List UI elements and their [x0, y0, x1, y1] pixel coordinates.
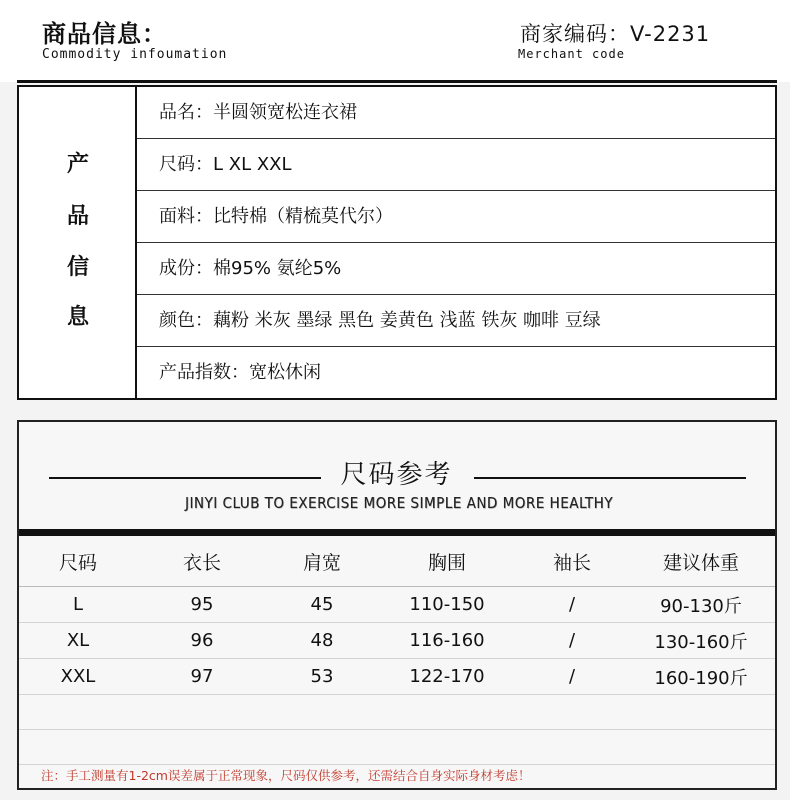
info-value: 藕粉 米灰 墨绿 黑色 姜黄色 浅蓝 铁灰 咖啡 豆绿	[213, 310, 601, 331]
table-cell: /	[517, 587, 627, 623]
table-row	[19, 659, 775, 695]
header-divider	[17, 80, 777, 83]
info-label: 颜色：	[159, 310, 213, 331]
info-row-name	[137, 87, 775, 139]
info-label: 成份：	[159, 258, 213, 279]
header-shoulder: 肩宽	[267, 536, 377, 587]
size-chart-slogan: JINYI CLUB TO EXERCISE MORE SIMPLE AND MORE HEALTHY	[184, 494, 614, 512]
side-char: 产	[66, 152, 89, 177]
info-value: L XL XXL	[213, 154, 292, 175]
table-cell: 53	[267, 659, 377, 695]
header-weight: 建议体重	[627, 536, 775, 587]
size-chart	[17, 420, 777, 790]
product-info-subtitle: Commodity infoumation	[42, 47, 228, 62]
table-cell: 130-160斤	[627, 623, 775, 659]
title-rule-right	[474, 477, 746, 479]
info-value: 棉95% 氨纶5%	[213, 258, 342, 279]
table-cell: 48	[267, 623, 377, 659]
merchant-code: 商家编码：V-2231	[520, 22, 711, 46]
table-cell: XL	[19, 623, 137, 659]
table-cell: L	[19, 587, 137, 623]
info-value: 比特棉（精梳莫代尔）	[213, 206, 393, 227]
table-cell: /	[517, 623, 627, 659]
size-chart-divider	[19, 529, 775, 536]
size-table-header	[19, 536, 775, 587]
size-chart-title: 尺码参考	[340, 460, 453, 490]
table-cell: 96	[137, 623, 267, 659]
table-cell: 97	[137, 659, 267, 695]
product-info-table	[17, 85, 777, 400]
table-cell: 110-150	[377, 587, 517, 623]
product-info-rows	[137, 87, 775, 398]
info-row-colors	[137, 295, 775, 347]
info-value: 宽松休闲	[249, 362, 321, 383]
measurement-note: 注：手工测量有1-2cm误差属于正常现象，尺码仅供参考，还需结合自身实际身材考虑！	[41, 768, 531, 783]
info-row-fabric	[137, 191, 775, 243]
title-rule-left	[49, 477, 321, 479]
table-cell: 122-170	[377, 659, 517, 695]
table-row-empty	[19, 695, 775, 730]
table-cell: 116-160	[377, 623, 517, 659]
table-cell: /	[517, 659, 627, 695]
info-value: 半圆领宽松连衣裙	[213, 102, 357, 123]
info-row-composition	[137, 243, 775, 295]
merchant-code-label: Merchant code	[518, 47, 625, 61]
side-char: 品	[66, 204, 89, 229]
table-cell: 45	[267, 587, 377, 623]
header-bust: 胸围	[377, 536, 517, 587]
table-row	[19, 587, 775, 623]
info-label: 产品指数：	[159, 362, 249, 383]
table-row-empty	[19, 730, 775, 765]
info-label: 尺码：	[159, 154, 213, 175]
info-row-size	[137, 139, 775, 191]
header-size: 尺码	[19, 536, 137, 587]
size-table	[19, 536, 775, 765]
table-cell: 160-190斤	[627, 659, 775, 695]
info-label: 面料：	[159, 206, 213, 227]
side-char: 信	[66, 255, 89, 280]
table-row	[19, 623, 775, 659]
header-sleeve: 袖长	[517, 536, 627, 587]
side-char: 息	[66, 305, 89, 330]
table-cell: 95	[137, 587, 267, 623]
product-info-side-label	[19, 87, 137, 398]
table-cell: 90-130斤	[627, 587, 775, 623]
header	[0, 0, 790, 82]
header-length: 衣长	[137, 536, 267, 587]
info-row-index	[137, 347, 775, 399]
table-cell: XXL	[19, 659, 137, 695]
info-label: 品名：	[159, 102, 213, 123]
product-info-title: 商品信息：	[42, 20, 167, 48]
